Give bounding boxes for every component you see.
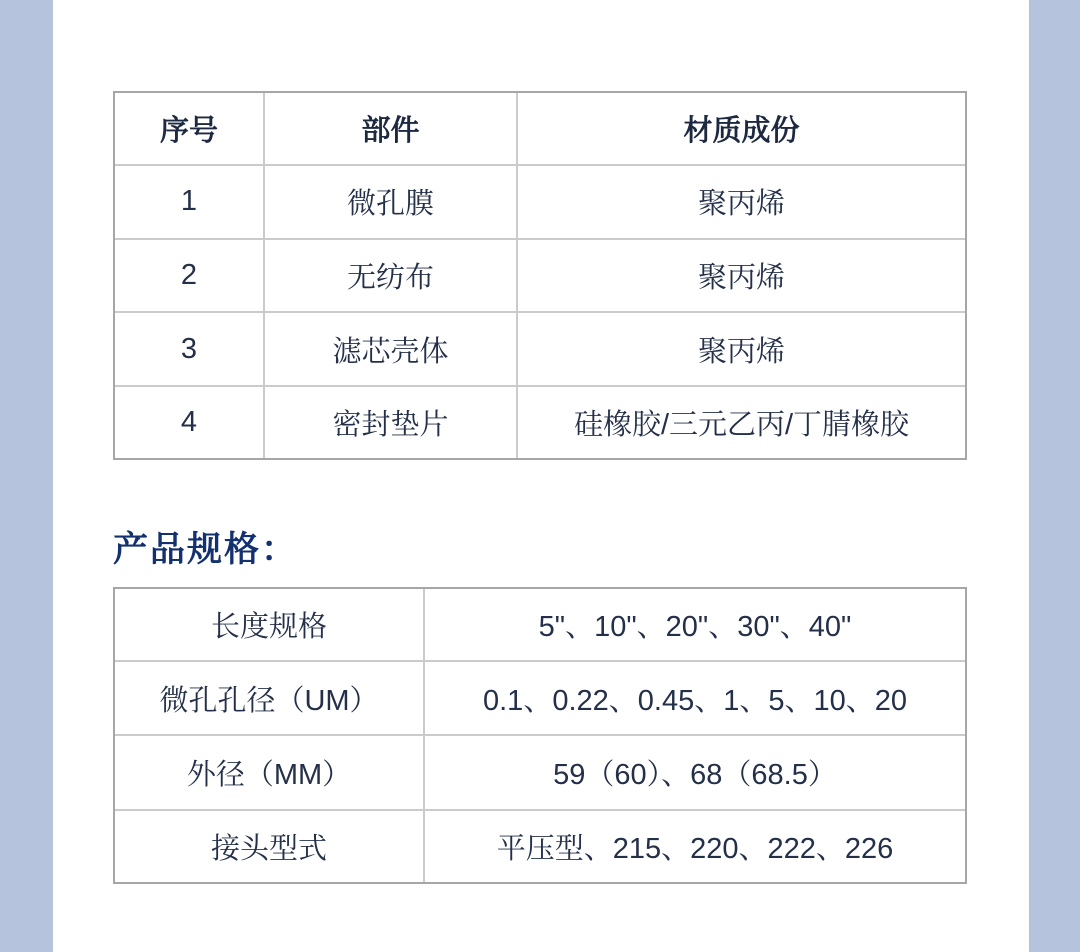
table-row xyxy=(115,810,965,882)
cell-part: 无纺布 xyxy=(264,239,517,313)
spec-label: 外径（MM） xyxy=(115,735,424,809)
materials-header-part: 部件 xyxy=(264,93,517,165)
cell-index: 2 xyxy=(115,239,264,313)
cell-material: 聚丙烯 xyxy=(517,312,965,386)
spec-value: 0.1、0.22、0.45、1、5、10、20 xyxy=(424,661,965,735)
cell-material: 硅橡胶/三元乙丙/丁腈橡胶 xyxy=(573,408,910,441)
materials-table xyxy=(113,91,967,460)
spec-label: 接头型式 xyxy=(115,810,424,882)
table-row xyxy=(115,312,965,386)
spec-value: 平压型、215、220、222、226 xyxy=(496,832,894,865)
specs-table xyxy=(113,587,967,884)
cell-material: 聚丙烯 xyxy=(517,239,965,313)
cell-index: 3 xyxy=(115,312,264,386)
materials-header-row xyxy=(115,93,965,165)
cell-part: 微孔膜 xyxy=(264,165,517,239)
spec-value: 5"、10"、20"、30"、40" xyxy=(424,589,965,661)
cell-index: 4 xyxy=(115,386,264,458)
table-row xyxy=(115,165,965,239)
cell-material: 聚丙烯 xyxy=(517,165,965,239)
spec-value: 59（60）、68（68.5） xyxy=(424,735,965,809)
section-title-product-specs: 产品规格： xyxy=(113,530,299,569)
left-margin-bar xyxy=(0,0,53,952)
materials-header-index: 序号 xyxy=(115,93,264,165)
materials-header-material: 材质成份 xyxy=(517,93,965,165)
table-row xyxy=(115,661,965,735)
spec-label: 微孔孔径（UM） xyxy=(115,661,424,735)
cell-part: 密封垫片 xyxy=(264,386,517,458)
cell-part: 滤芯壳体 xyxy=(264,312,517,386)
cell-index: 1 xyxy=(115,165,264,239)
table-row xyxy=(115,735,965,809)
right-margin-bar xyxy=(1029,0,1080,952)
spec-label: 长度规格 xyxy=(115,589,424,661)
table-row xyxy=(115,589,965,661)
table-row xyxy=(115,239,965,313)
table-row xyxy=(115,386,965,458)
